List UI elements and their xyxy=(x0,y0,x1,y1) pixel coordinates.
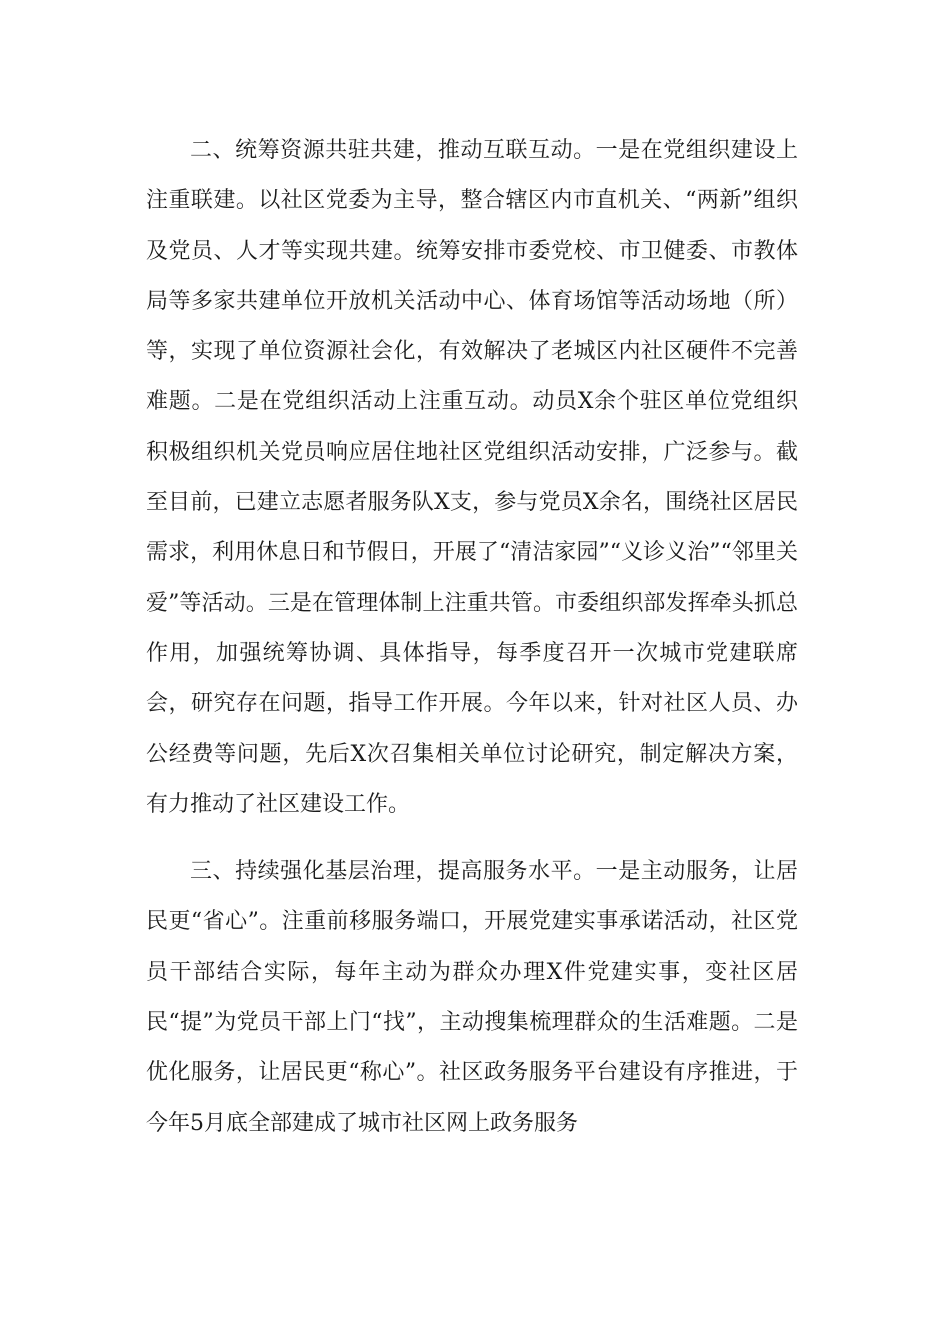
document-body xyxy=(146,126,798,1149)
paragraph-grassroots-governance: 三、持续强化基层治理，提高服务水平。一是主动服务，让居民更“省心”。注重前移服务端口，开展党建实事承诺活动，社区党员干部结合实际，每年主动为群众办理X件党建实事，变社区居民“提”为党员干部上门“找”，主动搜集梳理群众的生活难题。二是优化服务，让居民更“称心”。社区政务服务平台建设有序推进，于今年5月底全部建成了城市社区网上政务服务 xyxy=(146,859,798,1136)
paragraph-resource-coordination: 二、统筹资源共驻共建，推动互联互动。一是在党组织建设上注重联建。以社区党委为主导，整合辖区内市直机关、“两新”组织及党员、人才等实现共建。统筹安排市委党校、市卫健委、市教体局等多家共建单位开放机关活动中心、体育场馆等活动场地（所）等，实现了单位资源社会化，有效解决了老城区内社区硬件不完善难题。二是在党组织活动上注重互动。动员X余个驻区单位党组织积极组织机关党员响应居住地社区党组织活动安排，广泛参与。截至目前，已建立志愿者服务队X支，参与党员X余名，围绕社区居民需求，利用休息日和节假日，开展了“清洁家园”“义诊义治”“邻里关爱”等活动。三是在管理体制上注重共管。市委组织部发挥牵头抓总作用，加强统筹协调、具体指导，每季度召开一次城市党建联席会，研究存在问题，指导工作开展。今年以来，针对社区人员、办公经费等问题，先后X次召集相关单位讨论研究，制定解决方案，有力推动了社区建设工作。 xyxy=(146,138,798,817)
